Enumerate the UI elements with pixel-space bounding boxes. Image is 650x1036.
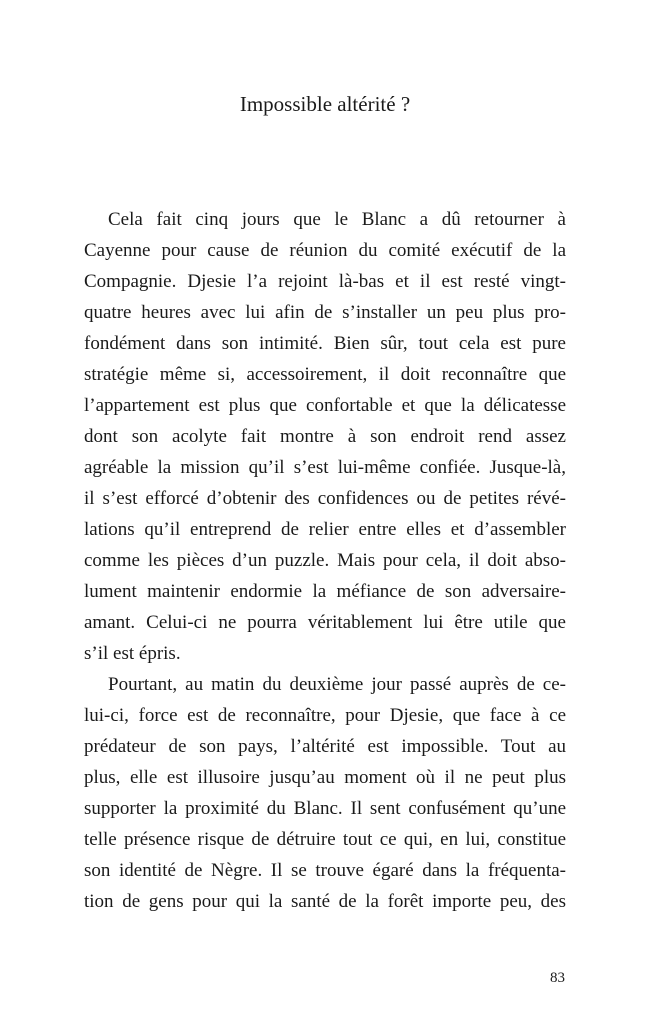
text-line: plus, elle est illusoire jusqu’au moment où il ne peut plus bbox=[84, 767, 566, 788]
text-line: comme les pièces d’un puzzle. Mais pour cela, il doit abso- bbox=[84, 550, 566, 571]
text-line: Cela fait cinq jours que le Blanc a dû retourner à bbox=[108, 209, 566, 230]
text-line: l’appartement est plus que confortable et que la délicatesse bbox=[84, 395, 566, 416]
text-line: Pourtant, au matin du deuxième jour passé auprès de ce- bbox=[108, 674, 566, 695]
text-line: il s’est efforcé d’obtenir des confidences ou de petites révé- bbox=[84, 488, 566, 509]
text-line: stratégie même si, accessoirement, il doit reconnaître que bbox=[84, 364, 566, 385]
text-line: amant. Celui-ci ne pourra véritablement lui être utile que bbox=[84, 612, 566, 633]
text-line: tion de gens pour qui la santé de la forêt importe peu, des bbox=[84, 891, 566, 912]
body-text bbox=[84, 204, 566, 917]
text-line: lument maintenir endormie la méfiance de son adversaire- bbox=[84, 581, 566, 602]
text-line: supporter la proximité du Blanc. Il sent confusément qu’une bbox=[84, 798, 566, 819]
text-line: Compagnie. Djesie l’a rejoint là-bas et il est resté vingt- bbox=[84, 271, 566, 292]
page-number: 83 bbox=[550, 970, 565, 986]
text-line: lui-ci, force est de reconnaître, pour Djesie, que face à ce bbox=[84, 705, 566, 726]
text-line: quatre heures avec lui afin de s’installer un peu plus pro- bbox=[84, 302, 566, 323]
text-line: telle présence risque de détruire tout ce qui, en lui, constitue bbox=[84, 829, 566, 850]
text-line: lations qu’il entreprend de relier entre elles et d’assembler bbox=[84, 519, 566, 540]
text-line: fondément dans son intimité. Bien sûr, tout cela est pure bbox=[84, 333, 566, 354]
text-line: s’il est épris. bbox=[84, 643, 181, 664]
text-line: agréable la mission qu’il s’est lui-même confiée. Jusque-là, bbox=[84, 457, 566, 478]
text-line: prédateur de son pays, l’altérité est impossible. Tout au bbox=[84, 736, 566, 757]
page-title: Impossible altérité ? bbox=[239, 92, 411, 116]
text-line: Cayenne pour cause de réunion du comité exécutif de la bbox=[84, 240, 566, 261]
text-line: dont son acolyte fait montre à son endroit rend assez bbox=[84, 426, 566, 447]
text-line: son identité de Nègre. Il se trouve égaré dans la fréquenta- bbox=[84, 860, 566, 881]
